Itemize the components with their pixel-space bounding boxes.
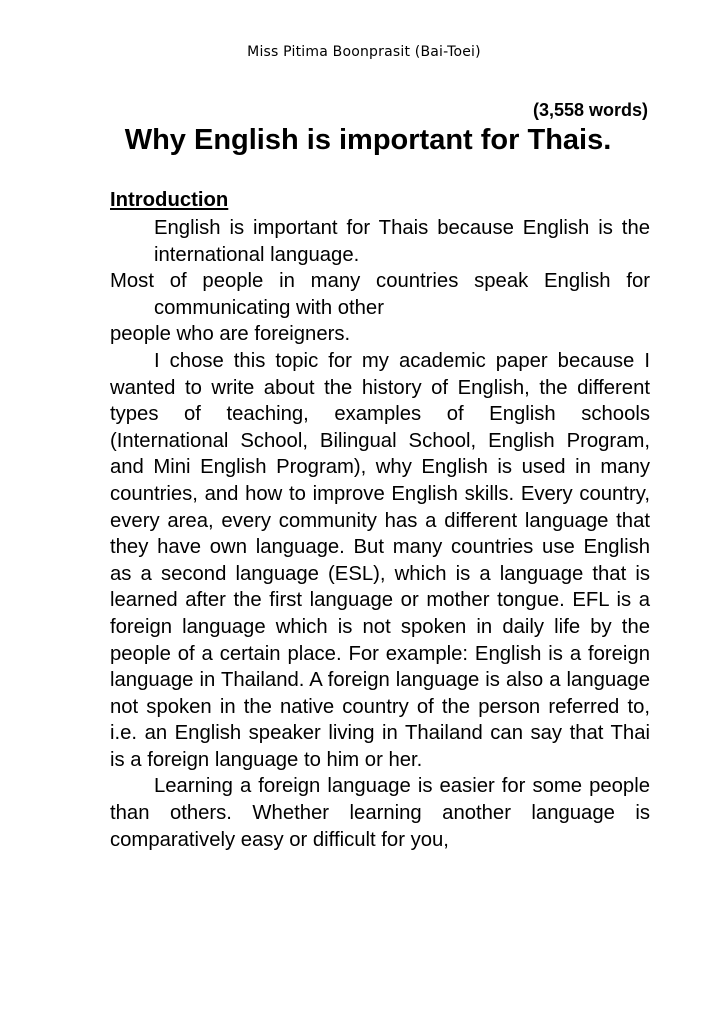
paragraph: Learning a foreign language is easier for some people than others. Whether learning another language is comparatively easy or difficult for you, (110, 775, 650, 851)
word-count: (3,558 words) (532, 100, 648, 120)
paragraph: English is important for Thais because English is the international language. (154, 217, 650, 266)
section-heading: Introduction (110, 189, 229, 211)
paragraph: people who are foreigners. (110, 323, 351, 346)
document-body (110, 186, 650, 853)
paragraph: I chose this topic for my academic paper because I wanted to write about the history of English, the different types of teaching, examples of English schools (International School, Bilingual School, English Program, and Mini English Program), why English is used in many countries, and how to improve English skills. Every country, every area, every community has a different language that they have own language. But many countries use English as a second language (ESL), which is a language that is learned after the first language or mother tongue. EFL is a foreign language which is not spoken in daily life by the people of a certain place. For example: English is a foreign language in Thailand. A foreign language is also a language not spoken in the native country of the person referred to, i.e. an English speaker living in Thailand can say that Thai is a foreign language to him or her. (110, 349, 650, 771)
paragraph: Most of people in many countries speak English for communicating with other (110, 270, 650, 319)
document-title: Why English is important for Thais. (124, 124, 612, 156)
page-header-author: Miss Pitima Boonprasit (Bai-Toei) (247, 44, 481, 60)
